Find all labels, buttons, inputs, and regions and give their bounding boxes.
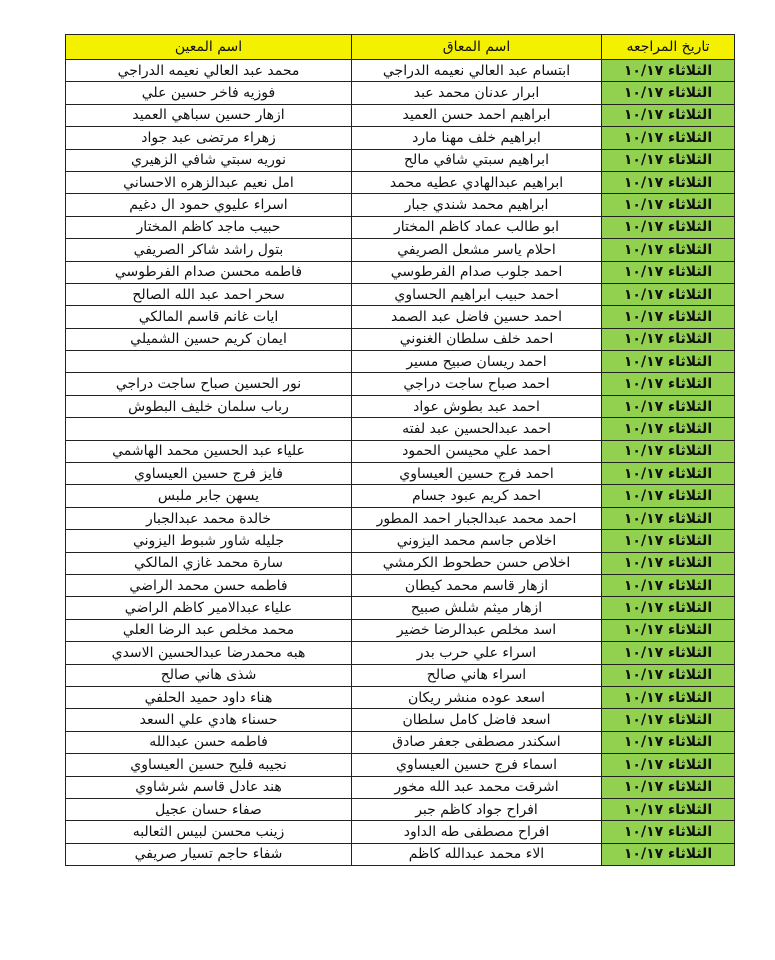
appointments-table <box>65 34 735 866</box>
table-body <box>66 60 735 866</box>
companion-name-cell: هبه محمدرضا عبدالحسين الاسدي <box>66 642 352 664</box>
date-cell: الثلاثاء ١٠/١٧ <box>602 60 735 82</box>
companion-name-cell: جليله شاور شبوط اليزوني <box>66 530 352 552</box>
table-row <box>66 418 735 440</box>
companion-name-cell: فاطمه حسن عبدالله <box>66 731 352 753</box>
patient-name-cell: ابو طالب عماد كاظم المختار <box>352 216 602 238</box>
date-cell: الثلاثاء ١٠/١٧ <box>602 216 735 238</box>
table-row <box>66 216 735 238</box>
header-companion: اسم المعين <box>66 35 352 60</box>
companion-name-cell: شفاء حاجم تسيار صريفي <box>66 843 352 865</box>
patient-name-cell: احمد ريسان صبيح مسير <box>352 351 602 373</box>
companion-name-cell: فاطمه محسن صدام الفرطوسي <box>66 261 352 283</box>
companion-name-cell: نور الحسين صباح ساجت دراجي <box>66 373 352 395</box>
header-row <box>66 35 735 60</box>
patient-name-cell: ابراهيم سبتي شافي مالح <box>352 149 602 171</box>
date-cell: الثلاثاء ١٠/١٧ <box>602 261 735 283</box>
patient-name-cell: احمد محمد عبدالجبار احمد المطور <box>352 507 602 529</box>
patient-name-cell: اسعد فاضل كامل سلطان <box>352 709 602 731</box>
header-date: تاريخ المراجعه <box>602 35 735 60</box>
patient-name-cell: احمد حبيب ابراهيم الحساوي <box>352 283 602 305</box>
table-row <box>66 664 735 686</box>
companion-name-cell: ايات غانم قاسم المالكي <box>66 306 352 328</box>
table-row <box>66 283 735 305</box>
table-row <box>66 642 735 664</box>
date-cell: الثلاثاء ١٠/١٧ <box>602 127 735 149</box>
date-cell: الثلاثاء ١٠/١٧ <box>602 843 735 865</box>
table-row <box>66 171 735 193</box>
table-row <box>66 463 735 485</box>
table-row <box>66 619 735 641</box>
date-cell: الثلاثاء ١٠/١٧ <box>602 239 735 261</box>
table-row <box>66 843 735 865</box>
date-cell: الثلاثاء ١٠/١٧ <box>602 328 735 350</box>
patient-name-cell: الاء محمد عبدالله كاظم <box>352 843 602 865</box>
table-row <box>66 60 735 82</box>
patient-name-cell: ازهار ميثم شلش صبيح <box>352 597 602 619</box>
date-cell: الثلاثاء ١٠/١٧ <box>602 82 735 104</box>
companion-name-cell: حسناء هادي علي السعد <box>66 709 352 731</box>
table-row <box>66 194 735 216</box>
patient-name-cell: افراح جواد كاظم جبر <box>352 798 602 820</box>
patient-name-cell: احمد فرج حسين العيساوي <box>352 463 602 485</box>
date-cell: الثلاثاء ١٠/١٧ <box>602 686 735 708</box>
table-row <box>66 552 735 574</box>
companion-name-cell: نجيبه فليح حسين العيساوي <box>66 754 352 776</box>
patient-name-cell: احمد حسين فاضل عبد الصمد <box>352 306 602 328</box>
date-cell: الثلاثاء ١٠/١٧ <box>602 798 735 820</box>
date-cell: الثلاثاء ١٠/١٧ <box>602 395 735 417</box>
date-cell: الثلاثاء ١٠/١٧ <box>602 642 735 664</box>
patient-name-cell: احمد كريم عبود جسام <box>352 485 602 507</box>
companion-name-cell <box>66 351 352 373</box>
table-row <box>66 574 735 596</box>
patient-name-cell: احمد عبدالحسين عبد لفته <box>352 418 602 440</box>
table-row <box>66 261 735 283</box>
companion-name-cell: هناء داود حميد الحلفي <box>66 686 352 708</box>
companion-name-cell: فايز فرج حسين العيساوي <box>66 463 352 485</box>
companion-name-cell: يسهن جابر ملبس <box>66 485 352 507</box>
table-row <box>66 149 735 171</box>
table-row <box>66 440 735 462</box>
companion-name-cell: محمد عبد العالي نعيمه الدراجي <box>66 60 352 82</box>
date-cell: الثلاثاء ١٠/١٧ <box>602 194 735 216</box>
patient-name-cell: ابراهيم خلف مهنا مارد <box>352 127 602 149</box>
companion-name-cell: سحر احمد عبد الله الصالح <box>66 283 352 305</box>
date-cell: الثلاثاء ١٠/١٧ <box>602 530 735 552</box>
companion-name-cell: علياء عبد الحسين محمد الهاشمي <box>66 440 352 462</box>
companion-name-cell: سارة محمد غازي المالكي <box>66 552 352 574</box>
patient-name-cell: احمد جلوب صدام الفرطوسي <box>352 261 602 283</box>
table-row <box>66 821 735 843</box>
date-cell: الثلاثاء ١٠/١٧ <box>602 507 735 529</box>
date-cell: الثلاثاء ١٠/١٧ <box>602 574 735 596</box>
companion-name-cell: فاطمه حسن محمد الراضي <box>66 574 352 596</box>
table-row <box>66 127 735 149</box>
table-row <box>66 306 735 328</box>
table-row <box>66 239 735 261</box>
patient-name-cell: احمد خلف سلطان الغنوني <box>352 328 602 350</box>
table-row <box>66 530 735 552</box>
table-row <box>66 709 735 731</box>
companion-name-cell: ازهار حسين سباهي العميد <box>66 104 352 126</box>
date-cell: الثلاثاء ١٠/١٧ <box>602 171 735 193</box>
table-row <box>66 395 735 417</box>
companion-name-cell: فوزيه فاخر حسين علي <box>66 82 352 104</box>
date-cell: الثلاثاء ١٠/١٧ <box>602 485 735 507</box>
date-cell: الثلاثاء ١٠/١٧ <box>602 351 735 373</box>
companion-name-cell: رباب سلمان خليف البطوش <box>66 395 352 417</box>
date-cell: الثلاثاء ١٠/١٧ <box>602 754 735 776</box>
patient-name-cell: اسد مخلص عبدالرضا خضير <box>352 619 602 641</box>
patient-name-cell: اسراء هاني صالح <box>352 664 602 686</box>
date-cell: الثلاثاء ١٠/١٧ <box>602 731 735 753</box>
date-cell: الثلاثاء ١٠/١٧ <box>602 283 735 305</box>
date-cell: الثلاثاء ١٠/١٧ <box>602 373 735 395</box>
patient-name-cell: احمد صباح ساجت دراجي <box>352 373 602 395</box>
table-row <box>66 731 735 753</box>
patient-name-cell: اسكندر مصطفى جعفر صادق <box>352 731 602 753</box>
patient-name-cell: احلام ياسر مشعل الصريفي <box>352 239 602 261</box>
table-row <box>66 798 735 820</box>
companion-name-cell: نوريه سبتي شافي الزهيري <box>66 149 352 171</box>
patient-name-cell: اخلاص جاسم محمد اليزوني <box>352 530 602 552</box>
table-row <box>66 754 735 776</box>
patient-name-cell: اسعد عوده منشر ريكان <box>352 686 602 708</box>
table-row <box>66 104 735 126</box>
companion-name-cell: صفاء حسان عجيل <box>66 798 352 820</box>
companion-name-cell: امل نعيم عبدالزهره الاحساني <box>66 171 352 193</box>
companion-name-cell <box>66 418 352 440</box>
table-row <box>66 776 735 798</box>
patient-name-cell: اسماء فرج حسين العيساوي <box>352 754 602 776</box>
patient-name-cell: اسراء علي حرب بدر <box>352 642 602 664</box>
patient-name-cell: ابراهيم احمد حسن العميد <box>352 104 602 126</box>
date-cell: الثلاثاء ١٠/١٧ <box>602 463 735 485</box>
date-cell: الثلاثاء ١٠/١٧ <box>602 149 735 171</box>
date-cell: الثلاثاء ١٠/١٧ <box>602 104 735 126</box>
table-row <box>66 328 735 350</box>
date-cell: الثلاثاء ١٠/١٧ <box>602 552 735 574</box>
date-cell: الثلاثاء ١٠/١٧ <box>602 306 735 328</box>
table-row <box>66 507 735 529</box>
patient-name-cell: ابراهيم عبدالهادي عطيه محمد <box>352 171 602 193</box>
date-cell: الثلاثاء ١٠/١٧ <box>602 440 735 462</box>
patient-name-cell: اشرقت محمد عبد الله مخور <box>352 776 602 798</box>
companion-name-cell: محمد مخلص عبد الرضا العلي <box>66 619 352 641</box>
date-cell: الثلاثاء ١٠/١٧ <box>602 776 735 798</box>
table-row <box>66 485 735 507</box>
date-cell: الثلاثاء ١٠/١٧ <box>602 619 735 641</box>
companion-name-cell: خالدة محمد عبدالجبار <box>66 507 352 529</box>
date-cell: الثلاثاء ١٠/١٧ <box>602 709 735 731</box>
table-row <box>66 373 735 395</box>
patient-name-cell: ابراهيم محمد شندي جبار <box>352 194 602 216</box>
date-cell: الثلاثاء ١٠/١٧ <box>602 597 735 619</box>
table-row <box>66 597 735 619</box>
header-patient: اسم المعاق <box>352 35 602 60</box>
companion-name-cell: زهراء مرتضى عبد جواد <box>66 127 352 149</box>
patient-name-cell: ابتسام عبد العالي نعيمه الدراجي <box>352 60 602 82</box>
table-row <box>66 686 735 708</box>
patient-name-cell: احمد عبد بطوش عواد <box>352 395 602 417</box>
patient-name-cell: اخلاص حسن حطحوط الكرمشي <box>352 552 602 574</box>
patient-name-cell: افراح مصطفى طه الداود <box>352 821 602 843</box>
companion-name-cell: بتول راشد شاكر الصريفي <box>66 239 352 261</box>
patient-name-cell: احمد علي محيسن الحمود <box>352 440 602 462</box>
companion-name-cell: هند عادل قاسم شرشاوي <box>66 776 352 798</box>
companion-name-cell: اسراء عليوي حمود ال دغيم <box>66 194 352 216</box>
patient-name-cell: ازهار قاسم محمد كيطان <box>352 574 602 596</box>
patient-name-cell: ابرار عدنان محمد عبد <box>352 82 602 104</box>
companion-name-cell: شذى هاني صالح <box>66 664 352 686</box>
date-cell: الثلاثاء ١٠/١٧ <box>602 664 735 686</box>
table-row <box>66 351 735 373</box>
table-row <box>66 82 735 104</box>
companion-name-cell: حبيب ماجد كاظم المختار <box>66 216 352 238</box>
companion-name-cell: زينب محسن لبيس الثعالبه <box>66 821 352 843</box>
date-cell: الثلاثاء ١٠/١٧ <box>602 821 735 843</box>
companion-name-cell: علياء عبدالامير كاظم الراضي <box>66 597 352 619</box>
date-cell: الثلاثاء ١٠/١٧ <box>602 418 735 440</box>
companion-name-cell: ايمان كريم حسين الشميلي <box>66 328 352 350</box>
